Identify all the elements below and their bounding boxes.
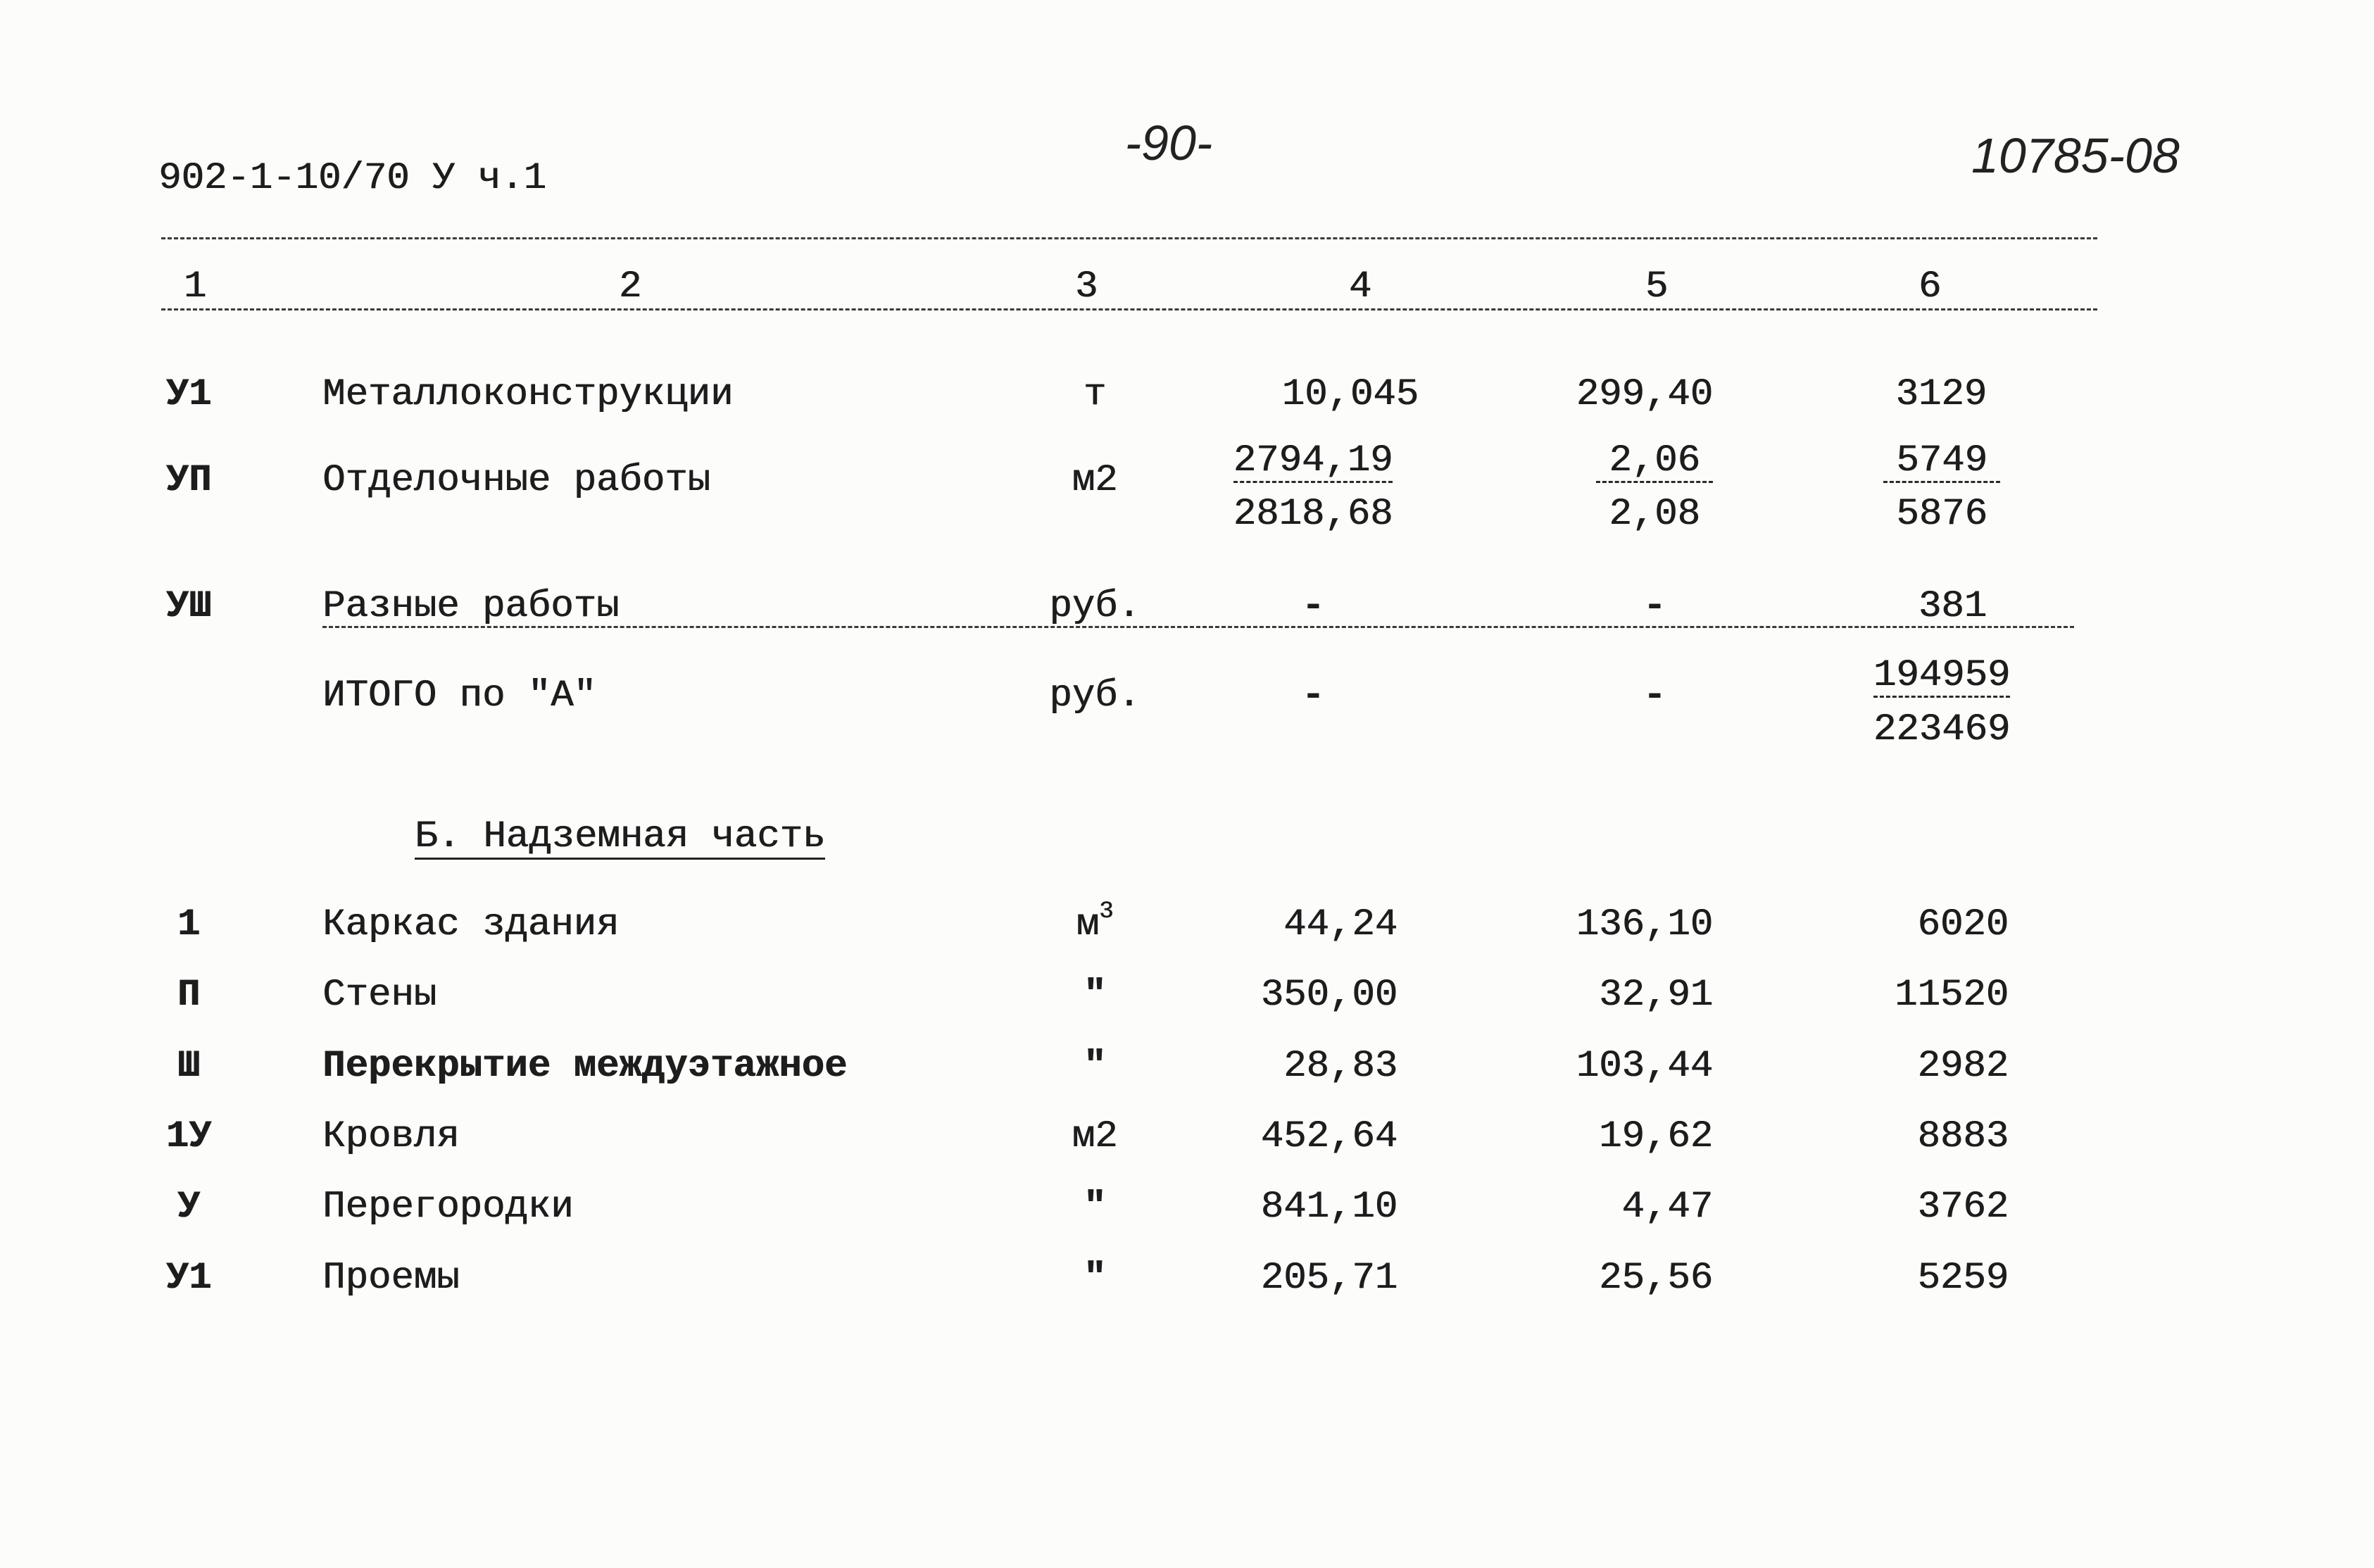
top-divider — [161, 237, 2097, 239]
unit-price: 103,44 — [1576, 1045, 1713, 1088]
unit: т — [1083, 373, 1107, 416]
unit — [1024, 898, 1165, 946]
row-number: Ш — [177, 1045, 201, 1088]
work-name: Каркас здания — [322, 903, 620, 946]
quantity: 350,00 — [1260, 974, 1398, 1017]
column-number: 4 — [1348, 265, 1372, 308]
total-cost-top — [1836, 655, 2047, 697]
row-number: У — [177, 1186, 201, 1229]
unit-price: 32,91 — [1598, 974, 1713, 1017]
column-number: 1 — [183, 265, 207, 308]
unit-price: 19,62 — [1598, 1115, 1713, 1158]
work-name: Стены — [322, 974, 437, 1017]
section-title-text: Б. Надземная часть — [415, 815, 826, 858]
ditto-mark: " — [1083, 1257, 1107, 1300]
work-name: Металлоконструкции — [322, 373, 734, 416]
total-cost-bottom: 223469 — [1873, 708, 2011, 751]
quantity: 44,24 — [1283, 903, 1398, 946]
header-divider — [161, 308, 2097, 311]
section-title — [415, 816, 825, 858]
work-name: Перекрытие междуэтажное — [322, 1045, 848, 1088]
page-number: -90- — [1124, 115, 1213, 170]
quantity: 841,10 — [1260, 1186, 1398, 1229]
unit-price-top — [1549, 440, 1760, 482]
row-number: П — [177, 974, 201, 1017]
work-name: Отделочные работы — [322, 459, 710, 502]
work-name: Проемы — [322, 1257, 460, 1300]
document-code: 902-1-10/70 У ч.1 — [158, 157, 546, 200]
work-name: Перегородки — [322, 1186, 574, 1229]
column-number: 3 — [1074, 265, 1098, 308]
ditto-mark: " — [1083, 1186, 1107, 1229]
total-cost-top-value: 5749 — [1883, 441, 2000, 483]
unit-price: 299,40 — [1576, 373, 1713, 416]
column-number: 5 — [1645, 265, 1669, 308]
quantity-top — [1207, 440, 1419, 482]
total-cost: 381 — [1918, 585, 1987, 628]
quantity: - — [1301, 585, 1325, 628]
work-name: Разные работы — [322, 585, 620, 628]
unit: руб. — [1049, 675, 1141, 717]
quantity: 10,045 — [1281, 373, 1419, 416]
unit: руб. — [1049, 585, 1141, 628]
quantity-top-value: 2794,19 — [1233, 439, 1393, 482]
unit-superscript: 3 — [1099, 898, 1114, 925]
unit-price: - — [1643, 585, 1666, 628]
total-cost-top — [1836, 440, 2047, 482]
unit-price: 4,47 — [1621, 1186, 1713, 1229]
row-number: УШ — [165, 585, 212, 628]
unit-price: 25,56 — [1598, 1257, 1713, 1300]
quantity: - — [1301, 675, 1325, 717]
total-cost-bottom: 5876 — [1896, 493, 1987, 536]
row-number: У1 — [165, 373, 212, 416]
quantity: 452,64 — [1260, 1115, 1398, 1158]
total-cost: 8883 — [1917, 1115, 2009, 1158]
quantity: 205,71 — [1260, 1257, 1398, 1300]
quantity-bottom: 2818,68 — [1233, 493, 1393, 536]
ditto-mark: " — [1083, 974, 1107, 1017]
unit-price-top-value: 2,06 — [1596, 441, 1713, 483]
work-name: Кровля — [322, 1115, 460, 1158]
total-cost: 3129 — [1895, 373, 1987, 416]
column-number: 6 — [1918, 265, 1942, 308]
row-number: УП — [165, 459, 212, 502]
ditto-mark: " — [1083, 1045, 1107, 1088]
unit-price-bottom: 2,08 — [1609, 493, 1700, 536]
unit-price: 136,10 — [1576, 903, 1713, 946]
inventory-number: 10785-08 — [1971, 128, 2180, 183]
unit-price: - — [1643, 675, 1666, 717]
quantity: 28,83 — [1283, 1045, 1398, 1088]
unit: м2 — [1072, 1115, 1118, 1158]
total-cost: 3762 — [1917, 1186, 2009, 1229]
total-cost: 5259 — [1917, 1257, 2009, 1300]
unit: м2 — [1072, 459, 1118, 502]
total-cost: 6020 — [1917, 903, 2009, 946]
total-cost: 11520 — [1894, 974, 2009, 1017]
total-cost: 2982 — [1917, 1045, 2009, 1088]
unit-text: м — [1076, 903, 1099, 946]
row-divider — [322, 626, 2074, 628]
row-number: 1У — [165, 1115, 212, 1158]
row-number: У1 — [165, 1257, 212, 1300]
row-number: 1 — [177, 903, 201, 946]
total-cost-top-value: 194959 — [1873, 654, 2011, 697]
total-label: ИТОГО по "А" — [322, 675, 596, 717]
column-number: 2 — [618, 265, 642, 308]
